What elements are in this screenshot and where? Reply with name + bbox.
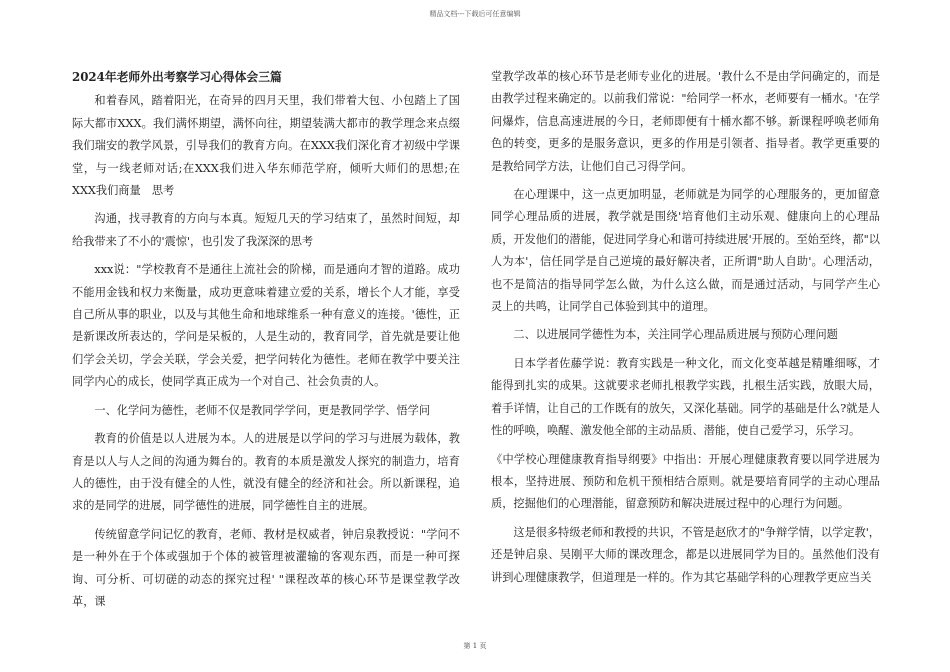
paragraph: 《中学校心理健康教育指导纲要》中指出：开展心理健康教育要以同学进展为根本，坚持进展、预防和危机干预相结合原则。就是要培育同学的主动心理品质，挖掘他们的心理潜能，留意预防和解决进展过程中的心理行为问题。 <box>491 452 880 511</box>
paragraph: 这是很多特级老师和教授的共识，不管是赵欣才的"争辩学情，以学定教'，还是钟启泉、吴刚平大师的课改理念，都是以进展同学为目的。虽然他们没有讲到心理健康教学，但道理是一样的。作为其它基础学科的心理教学更应当关 <box>491 525 880 584</box>
paragraph: 在心理课中，这一点更加明显，老师就是为同学的心理服务的，更加留意同学心理品质的进展，教学就是围绕'培育他们主动乐观、健康向上的心理品质，开发他们的潜能，促进同学身心和谐可持续进展'开展的。至始至终，都"以人为本'，信任同学是自己逆境的最好解决者，正所谓"助人自助'。心理活动，也不是简洁的指导同学怎么做，为什么这么做，而是通过活动，与同学产生心灵上的共鸣，让同学自己体验到其中的道理。 <box>491 188 880 314</box>
paragraph: xxx说："学校教育不是通往上流社会的阶梯，而是通向才智的道路。成功不能用金钱和权力来衡量，成功更意味着建立爱的关系，增长个人才能，享受自己所从事的职业，以及与其他生命和地球维系一种有意义的连接。'德性，正是新课改所表达的，学问是呆板的，人是生动的，教育同学，首先就是要让他们学会关切，学会关联，学会关爱，把学问转化为德性。老师在教学中要关注同学内心的成长，使同学真正成为一个对自己、社会负责的人。 <box>72 263 460 389</box>
paragraph: 堂教学改革的核心环节是老师专业化的进展。'教什么不是由学问确定的，而是由教学过程来确定的。以前我们常说："给同学一杯水，老师要有一桶水。'在学问爆炸，信息高速进展的今日，老师即便有十桶水都不够。新课程呼唤老师角色的转变，更多的是服务意识，更多的作用是引领者、指导者。教学更重要的是教给同学方法，让他们自己习得学问。 <box>491 70 880 173</box>
document-title: 2024年老师外出考察学习心得体会三篇 <box>72 70 282 84</box>
page-number: 第 1 页 <box>463 642 487 650</box>
right-column <box>491 66 880 595</box>
left-column <box>72 66 460 619</box>
section-heading: 二、以进展同学德性为本，关注同学心理品质进展与预防心理问题 <box>513 328 838 342</box>
section-heading: 一、化学问为德性，老师不仅是教同学学问，更是教同学学、悟学问 <box>94 403 431 417</box>
paragraph: 沟通，找寻教育的方向与本真。短短几天的学习结束了，虽然时间短，却给我带来了不小的'震惊'，也引发了我深深的思考 <box>72 212 460 248</box>
paragraph: 日本学者佐藤学说：教育实践是一种文化，而文化变革越是精雕细啄，才能得到扎实的成果。这就要求老师扎根教学实践，扎根生活实践，放眼大局，着手详情，让自己的工作既有的放矢，又深化基础。同学的基础是什么?就是人性的呼唤，唤醒、激发他全部的主动品质、潜能，使自己爱学习，乐学习。 <box>491 356 880 438</box>
paragraph: 传统留意学问记忆的教育，老师、教材是权威者，钟启泉教授说："学问不是一种外在于个体或强加于个体的被管理被灌输的客观东西，而是一种可探询、可分析、可切磋的动态的探究过程' "课程改革的核心环节是课堂教学改革，课 <box>72 527 460 608</box>
paragraph: 教育的价值是以人进展为本。人的进展是以学问的学习与进展为载体，教育是以人与人之间的沟通为舞台的。教育的本质是激发人探究的制造力，培育人的德性，由于没有健全的人性，就没有健全的经济和社会。所以新课程，追求的是同学的进展，同学德性的进展，同学德性自主的进展。 <box>72 432 460 513</box>
page-header: 精品文档---下载后可任意编辑 <box>429 10 521 18</box>
paragraph: 和着春风，踏着阳光，在奇异的四月天里，我们带着大包、小包踏上了国际大都市XXX。我们满怀期望，满怀向往，期望装满大都市的教学理念来点缀我们瑞安的教学风景，引导我们的教育方向。在XXX我们深化育才初级中学课堂，与一线老师对话;在XXX我们进入华东师范学府，倾听大师们的思想;在XXX我们商量 思考 <box>72 94 460 198</box>
